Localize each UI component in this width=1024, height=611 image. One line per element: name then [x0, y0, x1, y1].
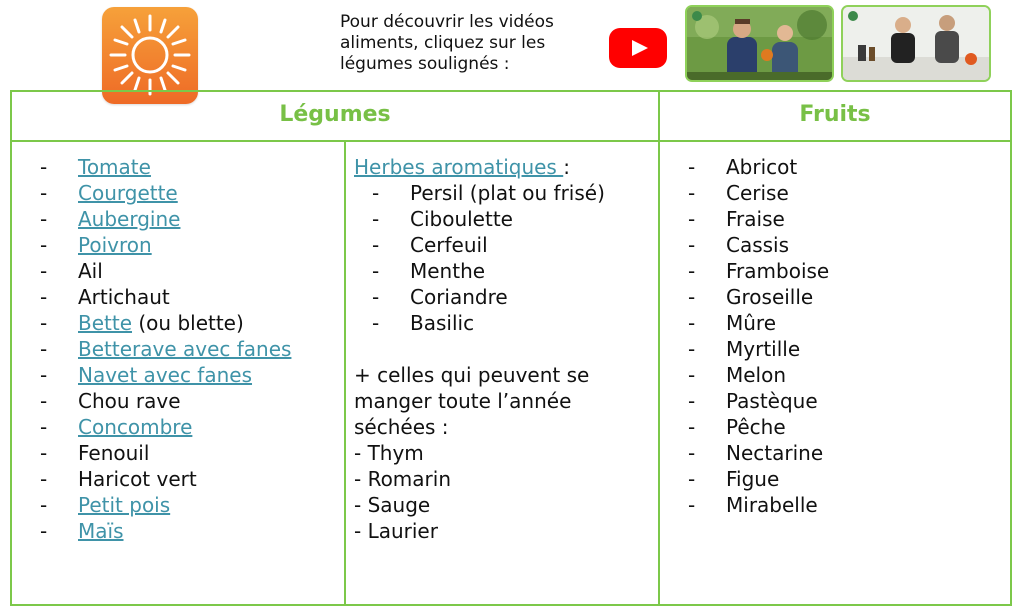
list-item: - Maïs — [40, 519, 124, 543]
legume-label: Haricot vert — [78, 467, 197, 491]
list-item: - Persil (plat ou frisé) — [372, 181, 605, 205]
herbe-label: Menthe — [410, 259, 486, 283]
herbes-note-line-3: séchées : — [354, 415, 449, 439]
heading-fruits: Fruits — [799, 102, 871, 127]
legumes-divider — [344, 140, 346, 604]
legume-link[interactable]: Courgette — [78, 181, 178, 205]
legume-label: Ail — [78, 259, 103, 283]
produce-table — [10, 90, 1012, 606]
list-item: - Navet avec fanes — [40, 363, 253, 387]
herbe-label: Coriandre — [410, 285, 508, 309]
herbe-label: Cerfeuil — [410, 233, 488, 257]
video-thumbnail-kitchen[interactable] — [841, 5, 991, 82]
list-item: - Mûre — [688, 311, 777, 335]
list-item: - Pêche — [688, 415, 786, 439]
legume-link[interactable]: Navet avec fanes — [78, 363, 253, 387]
legume-label: Fenouil — [78, 441, 150, 465]
list-item: - Fenouil — [40, 441, 150, 465]
list-item: - Cassis — [688, 233, 790, 257]
intro-line-3: légumes soulignés : — [340, 54, 510, 74]
legume-label: Artichaut — [78, 285, 170, 309]
list-item: - Cerfeuil — [372, 233, 488, 257]
list-item: - Framboise — [688, 259, 830, 283]
fruit-label: Groseille — [726, 285, 814, 309]
legume-link[interactable]: Poivron — [78, 233, 152, 257]
dried-herb: - Romarin — [354, 467, 452, 491]
list-item: - Basilic — [372, 311, 475, 335]
fruit-label: Fraise — [726, 207, 785, 231]
list-item: - Cerise — [688, 181, 789, 205]
list-item: - Figue — [688, 467, 780, 491]
fruit-label: Mûre — [726, 311, 777, 335]
herbe-label: Ciboulette — [410, 207, 513, 231]
heading-legumes: Légumes — [279, 102, 391, 127]
herbes-title-suffix: : — [563, 155, 570, 179]
legumes-list — [40, 154, 291, 544]
herbes-list — [354, 154, 605, 544]
list-item: - Concombre — [40, 415, 193, 439]
list-item: - Coriandre — [372, 285, 508, 309]
legume-suffix: (ou blette) — [132, 311, 244, 335]
list-item: - Artichaut — [40, 285, 170, 309]
list-item: - Betterave avec fanes — [40, 337, 292, 361]
legume-link[interactable]: Petit pois — [78, 493, 171, 517]
fruit-label: Figue — [726, 467, 780, 491]
fruit-label: Mirabelle — [726, 493, 818, 517]
fruit-label: Abricot — [726, 155, 798, 179]
herbes-title-row — [354, 154, 605, 180]
legume-link[interactable]: Bette — [78, 311, 133, 335]
list-item: - Bette (ou blette) — [40, 311, 244, 335]
fruit-label: Cerise — [726, 181, 789, 205]
list-item: - Mirabelle — [688, 493, 818, 517]
fruit-label: Myrtille — [726, 337, 801, 361]
fruits-divider — [658, 92, 660, 604]
list-item: - Pastèque — [688, 389, 818, 413]
list-item: - Melon — [688, 363, 787, 387]
header-divider — [12, 140, 1010, 142]
intro-text — [340, 12, 610, 75]
herbe-label: Persil (plat ou frisé) — [410, 181, 605, 205]
herbes-note-line-1: + celles qui peuvent se — [354, 363, 590, 387]
list-item: - Menthe — [372, 259, 486, 283]
list-item: - Fraise — [688, 207, 785, 231]
list-item: - Ail — [40, 259, 103, 283]
fruit-label: Pastèque — [726, 389, 818, 413]
list-item: - Chou rave — [40, 389, 181, 413]
video-thumbnail-garden[interactable] — [685, 5, 834, 82]
herbes-note-line-2: manger toute l’année — [354, 389, 572, 413]
legume-link[interactable]: Tomate — [78, 155, 151, 179]
fruit-label: Nectarine — [726, 441, 824, 465]
list-item: - Ciboulette — [372, 207, 513, 231]
legume-link[interactable]: Maïs — [78, 519, 124, 543]
legume-link[interactable]: Betterave avec fanes — [78, 337, 292, 361]
dried-herb: - Sauge — [354, 493, 431, 517]
youtube-play-icon[interactable] — [609, 28, 667, 68]
list-item: - Petit pois — [40, 493, 171, 517]
list-item: - Courgette — [40, 181, 178, 205]
spacer — [354, 336, 605, 362]
legume-label: Chou rave — [78, 389, 181, 413]
fruit-label: Pêche — [726, 415, 786, 439]
dried-herb: - Laurier — [354, 519, 438, 543]
legume-link[interactable]: Concombre — [78, 415, 193, 439]
list-item: - Nectarine — [688, 441, 824, 465]
fruit-label: Framboise — [726, 259, 830, 283]
list-item: - Haricot vert — [40, 467, 197, 491]
list-item: - Abricot — [688, 155, 798, 179]
intro-line-1: Pour découvrir les vidéos — [340, 12, 554, 32]
fruits-list — [688, 154, 829, 518]
dried-herb: - Thym — [354, 441, 424, 465]
fruit-label: Cassis — [726, 233, 790, 257]
list-item: - Aubergine — [40, 207, 181, 231]
intro-line-2: aliments, cliquez sur les — [340, 33, 546, 53]
list-item: - Groseille — [688, 285, 814, 309]
legume-link[interactable]: Aubergine — [78, 207, 181, 231]
list-item: - Tomate — [40, 155, 151, 179]
fruit-label: Melon — [726, 363, 787, 387]
list-item: - Myrtille — [688, 337, 801, 361]
herbe-label: Basilic — [410, 311, 475, 335]
herbes-link[interactable]: Herbes aromatiques — [354, 155, 564, 179]
list-item: - Poivron — [40, 233, 152, 257]
